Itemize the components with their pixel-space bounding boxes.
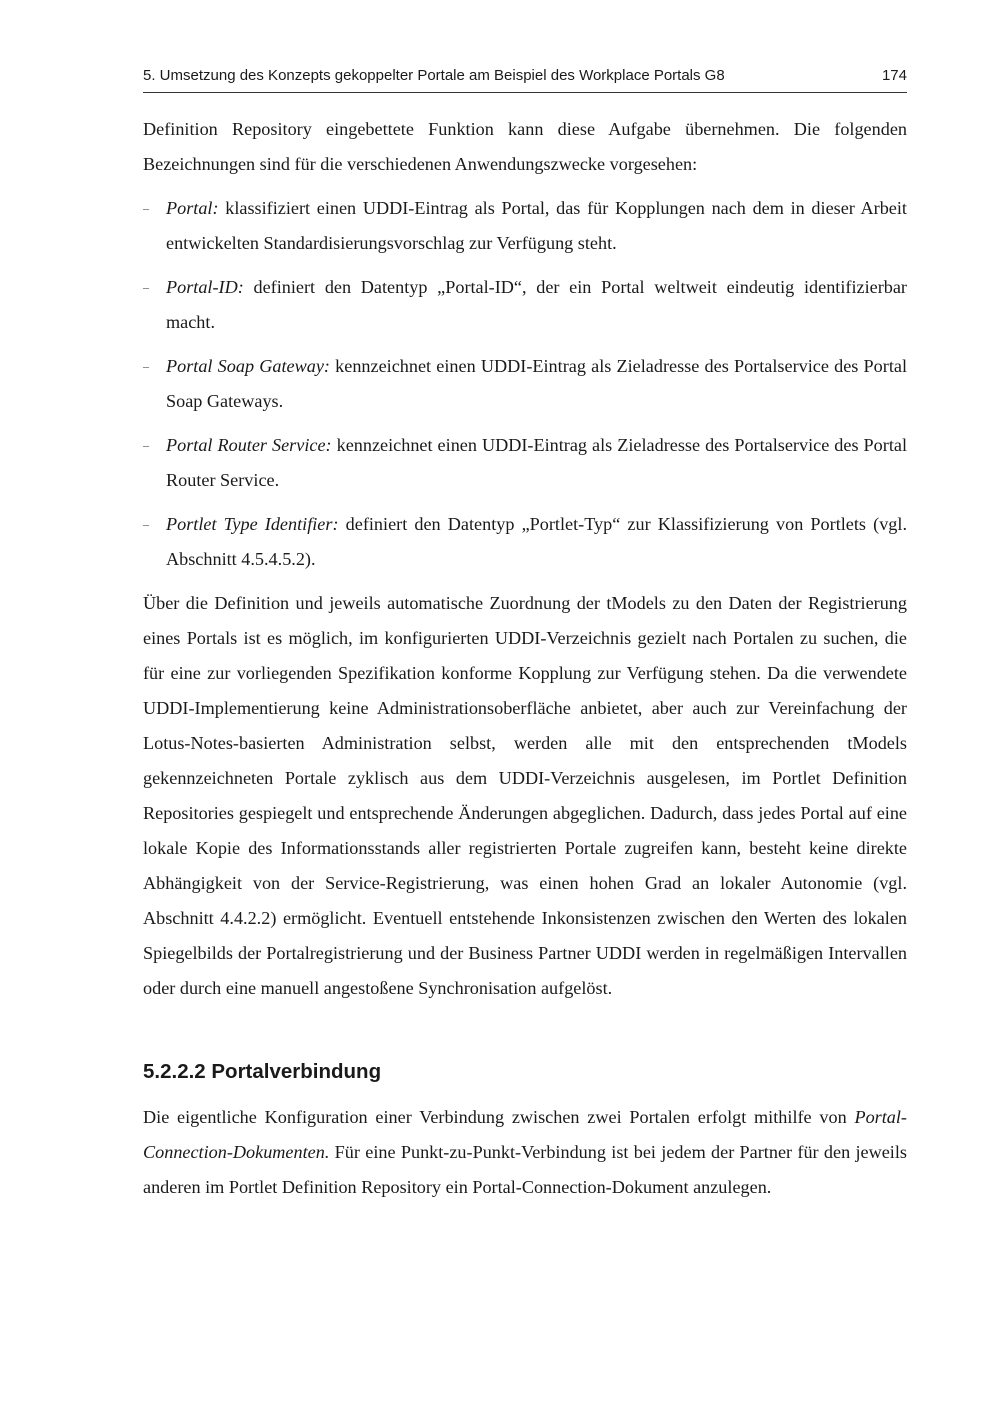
intro-paragraph: Definition Repository eingebettete Funktion kann diese Aufgabe übernehmen. Die folgenden Bezeichnungen sind für die verschiedenen Anwendungszwecke vorgesehen: bbox=[143, 119, 907, 174]
list-item bbox=[143, 349, 907, 419]
page-body bbox=[143, 112, 907, 1205]
bullet-text: definiert den Datentyp „Portal-ID“, der ein Portal weltweit eindeutig identifizierbar macht. bbox=[166, 277, 907, 332]
bullet-term: Portal Router Service: bbox=[166, 435, 332, 455]
list-item bbox=[143, 428, 907, 498]
bullet-text: definiert den Datentyp „Portlet-Typ“ zur Klassifizierung von Portlets (vgl. Abschnitt 4.5.4.5.2). bbox=[166, 514, 907, 569]
section-heading: 5.2.2.2 Portalverbindung bbox=[143, 1060, 382, 1083]
section-paragraph bbox=[143, 1100, 907, 1205]
bullet-marker: – bbox=[143, 201, 149, 215]
list-item bbox=[143, 270, 907, 340]
bullet-marker: – bbox=[143, 438, 149, 452]
bullet-text: kennzeichnet einen UDDI-Eintrag als Zieladresse des Portalservice des Portal Router Service. bbox=[166, 435, 907, 490]
list-item bbox=[143, 191, 907, 261]
section-paragraph-start: Die eigentliche Konfiguration einer Verbindung zwischen zwei Portalen erfolgt mithilfe von bbox=[143, 1107, 855, 1127]
page-number: 174 bbox=[881, 67, 907, 84]
section-paragraph-italic: Portal-Connection-Dokumenten. bbox=[143, 1107, 907, 1162]
bullet-marker: – bbox=[143, 517, 149, 531]
bullet-marker: – bbox=[143, 280, 149, 294]
list-item bbox=[143, 507, 907, 577]
bullet-list bbox=[143, 191, 907, 577]
bullet-term: Portlet Type Identifier: bbox=[166, 514, 339, 534]
running-title: 5. Umsetzung des Konzepts gekoppelter Portale am Beispiel des Workplace Portals G8 bbox=[143, 67, 725, 84]
bullet-text: kennzeichnet einen UDDI-Eintrag als Zieladresse des Portalservice des Portal Soap Gateways. bbox=[166, 356, 907, 411]
page-header bbox=[143, 66, 907, 93]
bullet-term: Portal Soap Gateway: bbox=[166, 356, 330, 376]
bullet-term: Portal-ID: bbox=[166, 277, 244, 297]
bullet-text: klassifiziert einen UDDI-Eintrag als Portal, das für Kopplungen nach dem in dieser Arbeit entwickelten Standardisierungsvorschlag zur Verfügung steht. bbox=[166, 198, 907, 253]
section-paragraph-end: Für eine Punkt-zu-Punkt-Verbindung ist bei jedem der Partner für den jeweils anderen im Portlet Definition Repository ein Portal-Connection-Dokument anzulegen. bbox=[143, 1142, 907, 1197]
bullet-marker: – bbox=[143, 359, 149, 373]
bullet-term: Portal: bbox=[166, 198, 219, 218]
main-paragraph: Über die Definition und jeweils automatische Zuordnung der tModels zu den Daten der Registrierung eines Portals ist es möglich, im konfigurierten UDDI-Verzeichnis gezielt nach Portalen zu suchen, die für eine zur vorliegenden Spezifikation konforme Kopplung zur Verfügung stehen. Da die verwendete UDDI-Implementierung keine Administrationsoberfläche anbietet, aber auch zur Vereinfachung der Lotus-Notes-basierten Administration selbst, werden alle mit den entsprechenden tModels gekennzeichneten Portale zyklisch aus dem UDDI-Verzeichnis ausgelesen, im Portlet Definition Repositories gespiegelt und entsprechende Änderungen abgeglichen. Dadurch, dass jedes Portal auf eine lokale Kopie des Informationsstands aller registrierten Portale zugreifen kann, besteht keine direkte Abhängigkeit von der Service-Registrierung, was einen hohen Grad an lokaler Autonomie (vgl. Abschnitt 4.4.2.2) ermöglicht. Eventuell entstehende Inkonsistenzen zwischen den Werten des lokalen Spiegelbilds der Portalregistrierung und der Business Partner UDDI werden in regelmäßigen Intervallen oder durch eine manuell angestoßene Synchronisation aufgelöst. bbox=[143, 593, 907, 998]
